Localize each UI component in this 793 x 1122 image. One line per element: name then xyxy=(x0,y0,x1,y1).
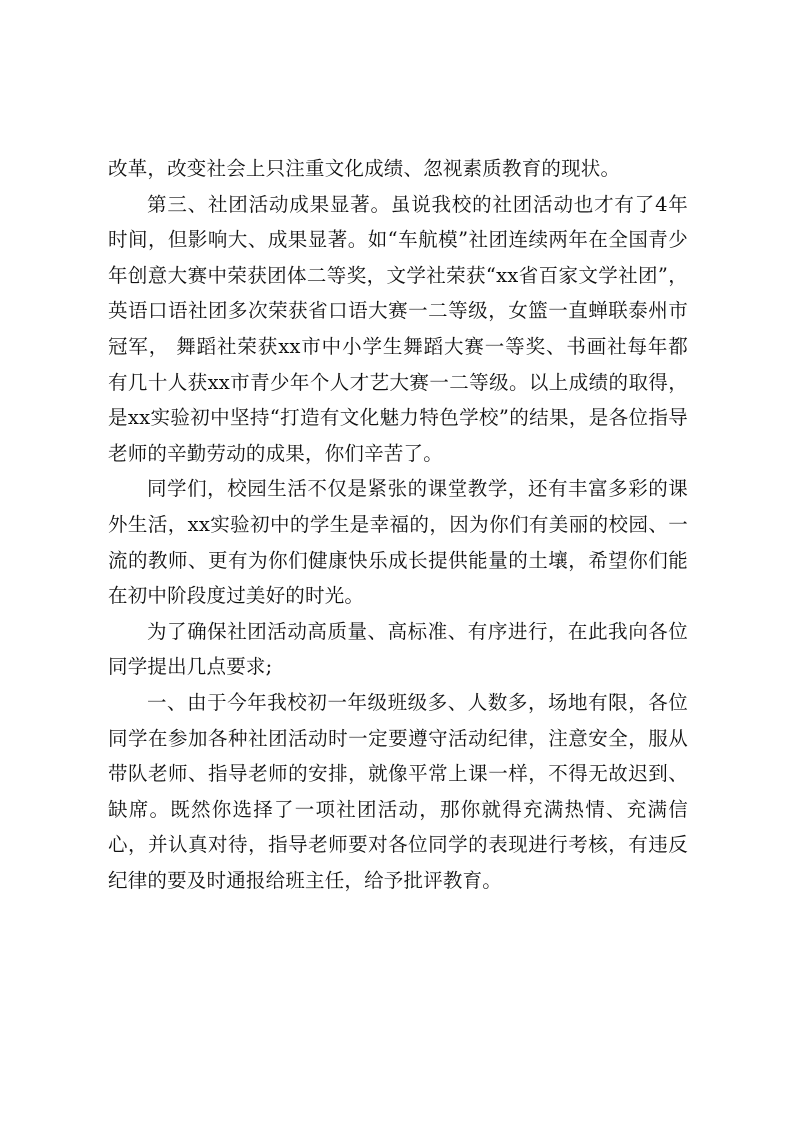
paragraph-3: 同学们，校园生活不仅是紧张的课堂教学，还有丰富多彩的课外生活，xx实验初中的学生是幸福的，因为你们有美丽的校园、一流的教师、更有为你们健康快乐成长提供能量的土壤，希望你们能在初中阶段度过美好的时光。 xyxy=(108,477,688,608)
document-body xyxy=(108,151,688,898)
paragraph-1: 改革，改变社会上只注重文化成绩、忽视素质教育的现状。 xyxy=(108,157,621,180)
paragraph-4: 为了确保社团活动高质量、高标准、有序进行，在此我向各位同学提出几点要求; xyxy=(108,619,688,679)
paragraph-5: 一、由于今年我校初一年级班级多、人数多，场地有限，各位同学在参加各种社团活动时一定要遵守活动纪律，注意安全，服从带队老师、指导老师的安排，就像平常上课一样，不得无故迟到、缺席。既然你选择了一项社团活动，那你就得充满热情、充满信心，并认真对待，指导老师要对各位同学的表现进行考核，有违反纪律的要及时通报给班主任，给予批评教育。 xyxy=(108,690,688,892)
paragraph-2: 第三、社团活动成果显著。虽说我校的社团活动也才有了4年时间，但影响大、成果显著。如“车航模”社团连续两年在全国青少年创意大赛中荣获团体二等奖，文学社荣获“xx省百家文学社团”，英语口语社团多次荣获省口语大赛一二等级，女篮一直蝉联泰州市冠军， 舞蹈社荣获xx市中小学生舞蹈大赛一等奖、书画社每年都有几十人获xx市青少年个人才艺大赛一二等级。以上成绩的取得，是xx实验初中坚持“打造有文化魅力特色学校”的结果，是各位指导老师的辛勤劳动的成果，你们辛苦了。 xyxy=(108,192,688,465)
